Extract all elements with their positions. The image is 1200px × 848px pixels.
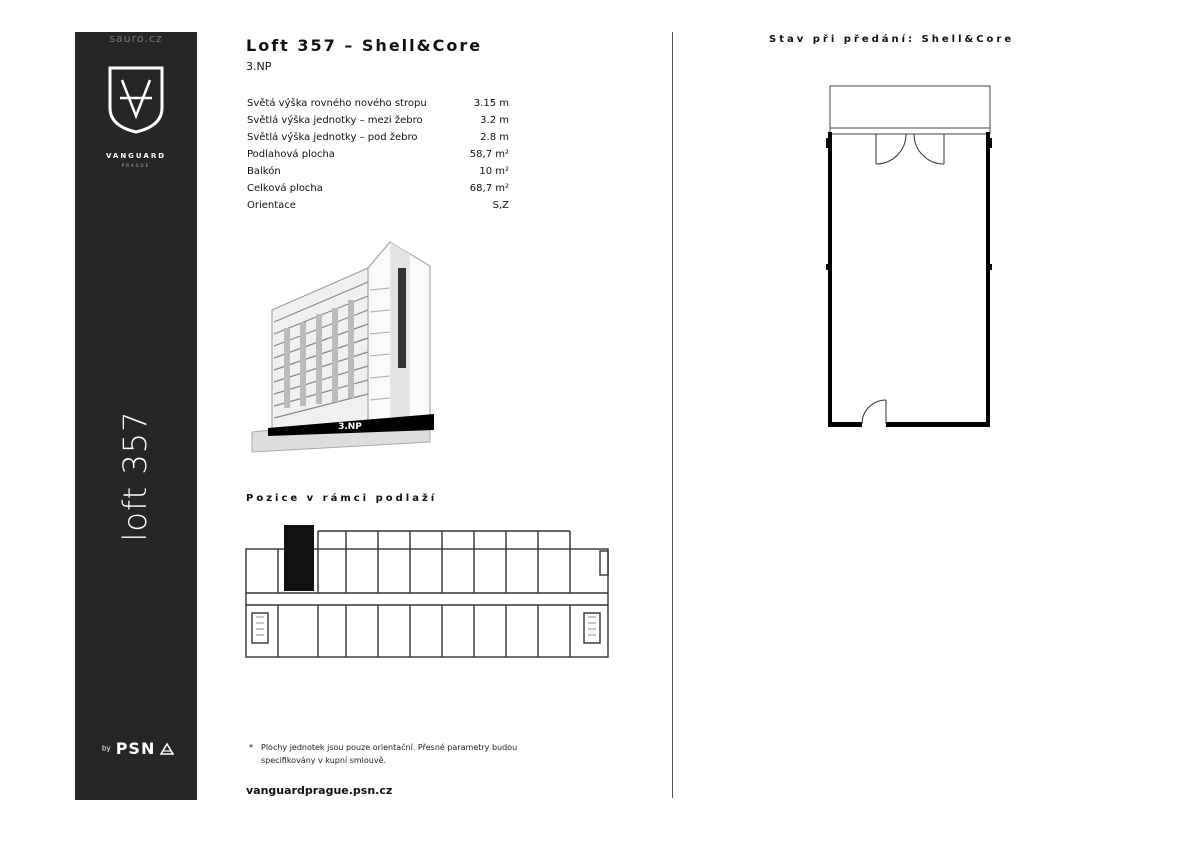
spec-value: 3.2 m [480, 115, 509, 126]
unit-floor-plan [826, 84, 996, 430]
sidebar [75, 32, 197, 800]
spec-value: 68,7 m² [469, 183, 509, 194]
spec-value: 10 m² [479, 166, 509, 177]
spec-value: 58,7 m² [469, 149, 509, 160]
spec-row [247, 115, 517, 132]
spec-label: Celková plocha [247, 183, 323, 194]
spec-label: Světlá výška jednotky – mezi žebro [247, 115, 423, 126]
by-label: by [102, 744, 111, 753]
building-illustration [248, 238, 444, 456]
watermark: sauro.cz [109, 32, 163, 45]
floor-band-label: 3.NP [338, 422, 362, 432]
footnote-text: Plochy jednotek jsou pouze orientační. Přesné parametry budou specifikovány v kupní smlouvě. [261, 743, 518, 765]
footnote-asterisk: * [249, 743, 253, 752]
spec-row [247, 132, 517, 149]
spec-label: Světá výška rovného nového stropu [247, 98, 427, 109]
handover-title: Stav při předání: Shell&Core [769, 34, 1015, 45]
spec-value: 2.8 m [480, 132, 509, 143]
spec-label: Světlá výška jednotky – pod žebro [247, 132, 418, 143]
spec-label: Podlahová plocha [247, 149, 335, 160]
vanguard-shield-logo-icon [106, 66, 166, 134]
brand-sub: PRAGUE [121, 163, 151, 168]
spec-label: Orientace [247, 200, 296, 211]
psn-label: PSN [115, 739, 156, 758]
position-heading: Pozice v rámci podlaží [246, 493, 438, 504]
by-psn [102, 738, 174, 758]
spec-row [247, 149, 517, 166]
vertical-unit-label: loft 357 [116, 410, 154, 542]
floor-label: 3.NP [246, 60, 272, 73]
column-divider [672, 32, 673, 798]
spec-row [247, 183, 517, 200]
spec-value: 3.15 m [473, 98, 509, 109]
spec-label: Balkón [247, 166, 281, 177]
brand-name: VANGUARD [105, 152, 167, 160]
floor-position-plan [244, 521, 624, 665]
website-link[interactable]: vanguardprague.psn.cz [246, 784, 393, 797]
page-title: Loft 357 – Shell&Core [246, 36, 483, 55]
spec-table [247, 98, 517, 217]
psn-roof-logo-icon [160, 742, 174, 756]
spec-row [247, 166, 517, 183]
spec-row [247, 98, 517, 115]
highlighted-unit [284, 525, 314, 591]
spec-value: S,Z [492, 200, 509, 211]
spec-row [247, 200, 517, 217]
